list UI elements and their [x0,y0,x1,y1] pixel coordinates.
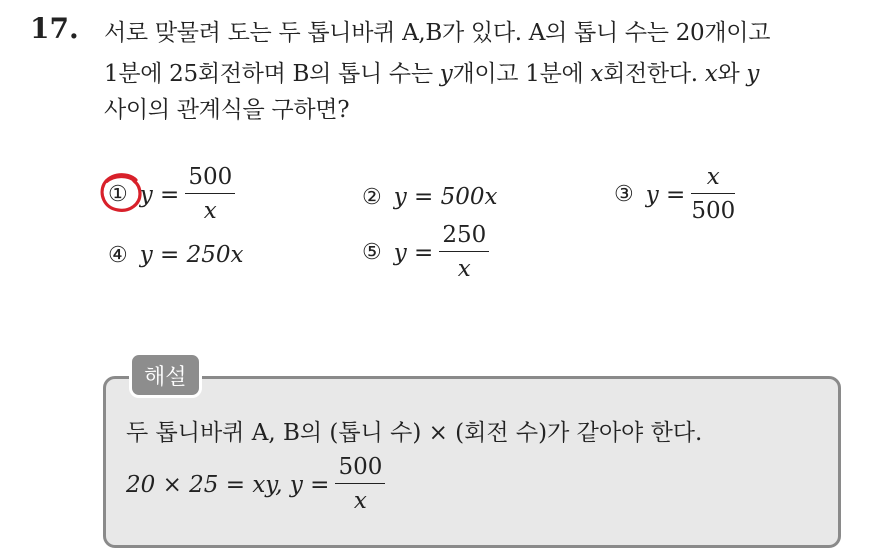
explanation-line-1: 두 톱니바퀴 A, B의 (톱니 수) × (회전 수)가 같아야 한다. [126,420,703,446]
choice-marker: ② [362,184,382,210]
variable-x: x [704,61,718,87]
variable-y: y [439,61,453,87]
choice-expression: y = 250x [139,242,244,268]
choice-1[interactable] [108,166,235,223]
choice-marker: ① [108,182,128,207]
numerator: 500 [188,164,233,190]
explanation-line-2 [126,456,385,513]
numerator: x [706,164,720,190]
text-segment: 와 [717,61,747,87]
choice-lhs: y = [139,181,180,208]
text-segment: 회전한다. [603,61,705,87]
choice-marker: ③ [614,182,634,207]
question-text-line-2 [104,55,759,88]
question-number: 17. [30,12,79,45]
denominator: x [203,198,217,224]
fraction [439,224,489,281]
explanation-expression: 20 × 25 = xy, y = [126,471,330,498]
choice-marker: ⑤ [362,240,382,265]
numerator: 250 [442,222,487,248]
question-text-line-3: 사이의 관계식을 구하면? [104,97,350,123]
choice-expression: y = 500x [393,184,498,210]
variable-x: x [590,61,604,87]
denominator: x [457,256,471,282]
choice-5[interactable] [362,224,489,281]
choice-lhs: y = [645,181,686,208]
choice-2[interactable] [362,184,498,210]
fraction [185,166,235,223]
choice-marker: ④ [108,242,128,268]
text-segment: 1분에 25회전하며 B의 톱니 수는 [104,61,440,87]
fraction [691,166,735,223]
denominator: x [353,488,367,514]
question-text-line-1: 서로 맞물려 도는 두 톱니바퀴 A,B가 있다. A의 톱니 수는 20개이고 [104,20,771,46]
denominator: 500 [691,198,736,224]
fraction [335,456,385,513]
text-segment: 개이고 1분에 [452,61,591,87]
choice-lhs: y = [393,239,434,266]
explanation-tag: 해설 [129,352,202,398]
choice-4[interactable] [108,242,244,268]
numerator: 500 [338,454,383,480]
choice-3[interactable] [614,166,735,223]
variable-y: y [746,61,760,87]
